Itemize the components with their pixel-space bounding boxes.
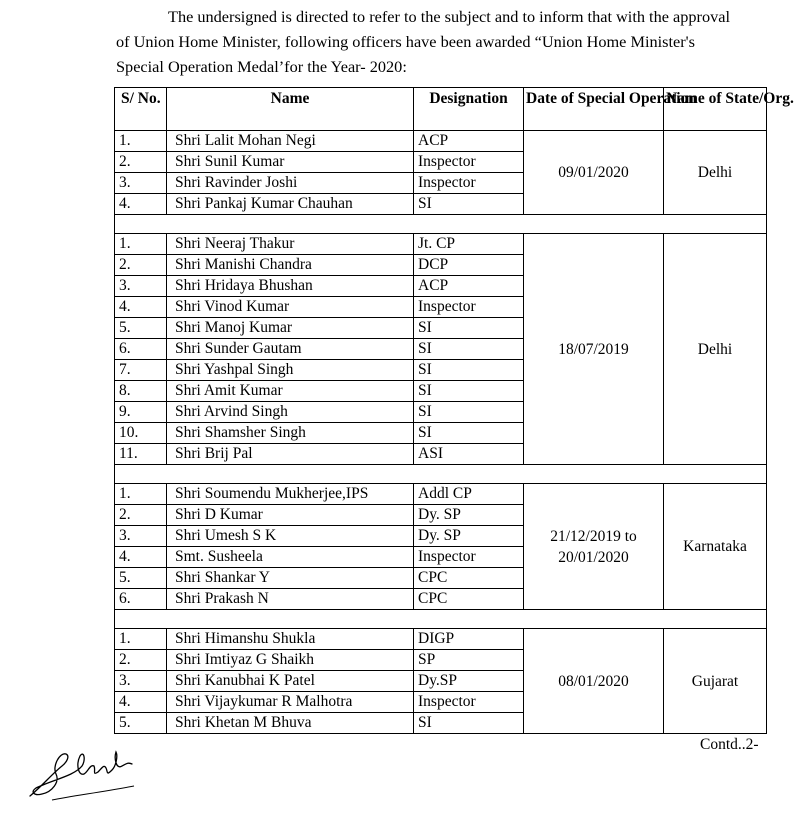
cell-sno: 2. [115,255,167,276]
cell-sno: 10. [115,423,167,444]
cell-sno: 7. [115,360,167,381]
cell-name: Shri Brij Pal [167,444,414,465]
cell-operation-date: 08/01/2020 [524,629,664,734]
table-row [115,484,767,505]
header-designation: Designation [414,88,524,131]
cell-designation: DCP [414,255,524,276]
cell-name: Shri Shankar Y [167,568,414,589]
cell-name: Shri Sunder Gautam [167,339,414,360]
cell-sno: 5. [115,713,167,734]
cell-name: Shri Vijaykumar R Malhotra [167,692,414,713]
cell-sno: 4. [115,194,167,215]
cell-name: Shri Himanshu Shukla [167,629,414,650]
cell-name: Shri Manishi Chandra [167,255,414,276]
cell-designation: Inspector [414,547,524,568]
cell-name: Shri Khetan M Bhuva [167,713,414,734]
group-separator-cell [115,215,767,234]
cell-sno: 3. [115,526,167,547]
cell-state: Delhi [664,234,767,465]
cell-name: Shri Ravinder Joshi [167,173,414,194]
medal-table [114,87,794,734]
cell-designation: Inspector [414,152,524,173]
cell-name: Shri Manoj Kumar [167,318,414,339]
cell-name: Shri Yashpal Singh [167,360,414,381]
cell-name: Shri Arvind Singh [167,402,414,423]
cell-sno: 3. [115,671,167,692]
table-row [115,131,767,152]
cell-name: Smt. Susheela [167,547,414,568]
cell-designation: Addl CP [414,484,524,505]
group-separator-cell [115,610,767,629]
cell-designation: SI [414,360,524,381]
cell-sno: 5. [115,318,167,339]
cell-sno: 1. [115,629,167,650]
group-separator-row [115,215,767,234]
cell-name: Shri Lalit Mohan Negi [167,131,414,152]
table-body [115,131,767,734]
cell-name: Shri Amit Kumar [167,381,414,402]
cell-name: Shri Prakash N [167,589,414,610]
cell-sno: 1. [115,234,167,255]
cell-sno: 4. [115,547,167,568]
cell-state: Karnataka [664,484,767,610]
cell-sno: 4. [115,692,167,713]
cell-designation: Inspector [414,297,524,318]
cell-name: Shri Imtiyaz G Shaikh [167,650,414,671]
header-sno: S/ No. [115,88,167,131]
continued-marker: Contd..2- [700,736,759,753]
cell-designation: ACP [414,131,524,152]
cell-designation: Dy.SP [414,671,524,692]
cell-sno: 2. [115,650,167,671]
cell-name: Shri Shamsher Singh [167,423,414,444]
cell-designation: SI [414,339,524,360]
cell-sno: 6. [115,589,167,610]
cell-name: Shri Vinod Kumar [167,297,414,318]
cell-designation: DIGP [414,629,524,650]
cell-sno: 8. [115,381,167,402]
intro-line-3: Special Operation Medal’for the Year- 2020: [116,57,407,76]
intro-paragraph [116,4,770,79]
cell-name: Shri Hridaya Bhushan [167,276,414,297]
cell-sno: 3. [115,173,167,194]
cell-name: Shri Kanubhai K Patel [167,671,414,692]
cell-sno: 1. [115,484,167,505]
cell-sno: 6. [115,339,167,360]
cell-designation: SI [414,713,524,734]
cell-designation: Dy. SP [414,505,524,526]
cell-designation: Inspector [414,173,524,194]
cell-sno: 11. [115,444,167,465]
cell-designation: Dy. SP [414,526,524,547]
cell-name: Shri Neeraj Thakur [167,234,414,255]
cell-sno: 2. [115,505,167,526]
cell-designation: Inspector [414,692,524,713]
cell-name: Shri Soumendu Mukherjee,IPS [167,484,414,505]
table-row [115,234,767,255]
cell-sno: 5. [115,568,167,589]
table-header-row [115,88,767,131]
cell-operation-date: 09/01/2020 [524,131,664,215]
group-separator-row [115,610,767,629]
cell-state: Gujarat [664,629,767,734]
header-name: Name [167,88,414,131]
header-state: Name of State/Org. [664,88,767,131]
table-row [115,629,767,650]
cell-designation: ASI [414,444,524,465]
intro-line-2: of Union Home Minister, following officers have been awarded “Union Home Minister's [116,32,695,51]
cell-designation: Jt. CP [414,234,524,255]
cell-state: Delhi [664,131,767,215]
cell-designation: SI [414,423,524,444]
cell-name: Shri Sunil Kumar [167,152,414,173]
cell-designation: SI [414,194,524,215]
cell-designation: SI [414,318,524,339]
cell-designation: SI [414,402,524,423]
cell-operation-date: 21/12/2019 to 20/01/2020 [524,484,664,610]
cell-name: Shri Umesh S K [167,526,414,547]
cell-designation: ACP [414,276,524,297]
cell-sno: 9. [115,402,167,423]
cell-sno: 3. [115,276,167,297]
signature-handwritten [22,736,142,806]
cell-sno: 4. [115,297,167,318]
cell-designation: CPC [414,568,524,589]
cell-sno: 1. [115,131,167,152]
cell-designation: SI [414,381,524,402]
header-date: Date of Special Operation [524,88,664,131]
cell-operation-date: 18/07/2019 [524,234,664,465]
cell-designation: CPC [414,589,524,610]
cell-name: Shri D Kumar [167,505,414,526]
cell-sno: 2. [115,152,167,173]
intro-line-1: The undersigned is directed to refer to the subject and to inform that with the approval [168,7,730,26]
group-separator-row [115,465,767,484]
cell-name: Shri Pankaj Kumar Chauhan [167,194,414,215]
group-separator-cell [115,465,767,484]
cell-designation: SP [414,650,524,671]
